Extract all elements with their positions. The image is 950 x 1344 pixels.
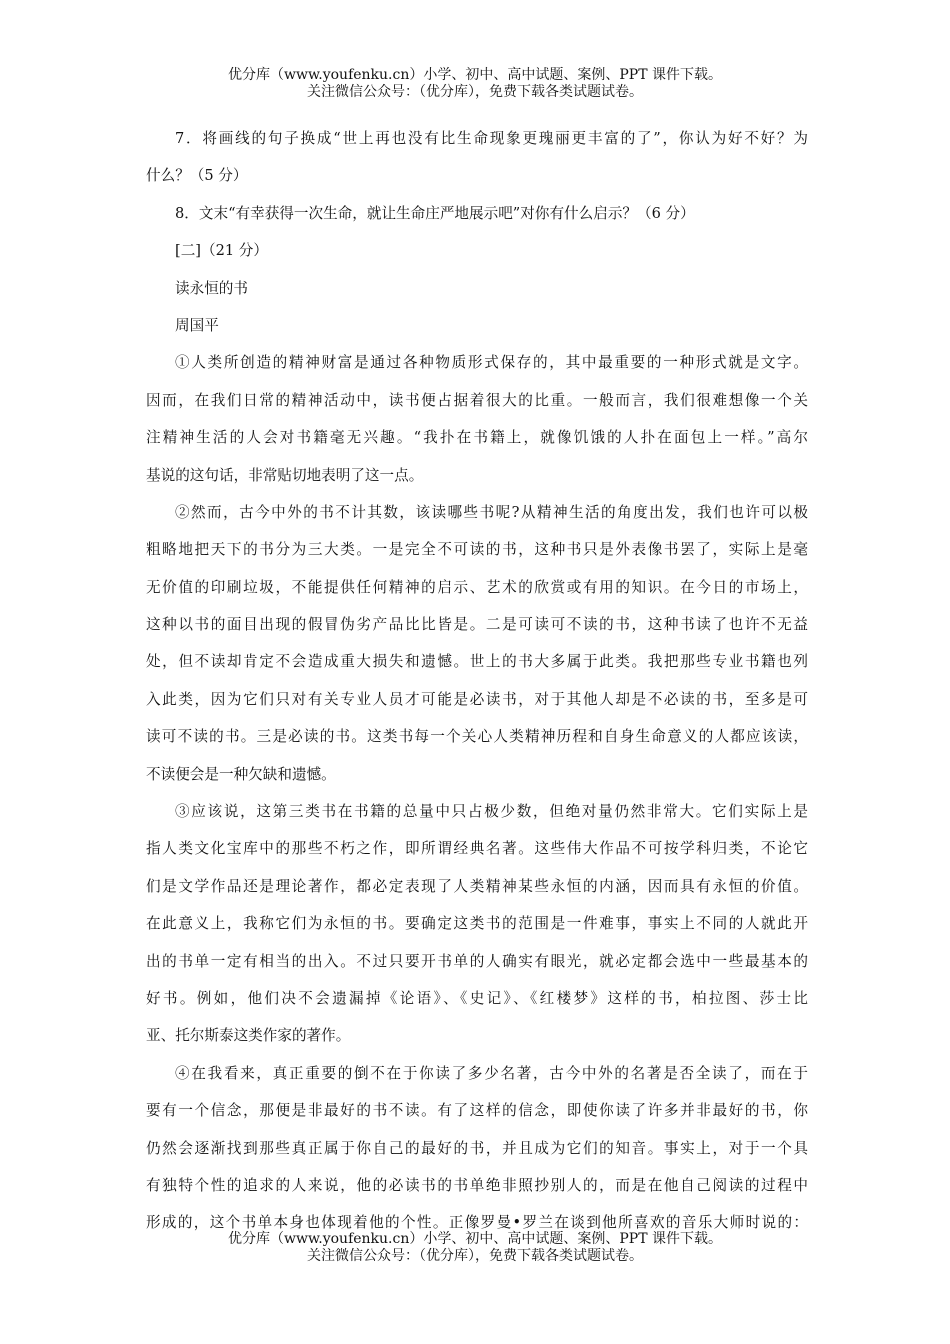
document-body	[146, 120, 808, 1242]
header-line-1: 优分库（www.youfenku.cn）小学、初中、高中试题、案例、PPT 课件下载。	[227, 67, 722, 83]
paragraph-line: 注精神生活的人会对书籍毫无兴趣。“我扑在书籍上，就像饥饿的人扑在面包上一样。”高尔	[146, 429, 808, 447]
paragraph-line: 亚、托尔斯泰这类作家的著作。	[146, 1027, 351, 1045]
paragraph-line: ③应该说，这第三类书在书籍的总量中只占极少数，但绝对量仍然非常大。它们实际上是	[175, 803, 808, 821]
paragraph-line: ②然而，古今中外的书不计其数，该读哪些书呢?从精神生活的角度出发，我们也许可以极	[175, 503, 808, 521]
paragraph-4	[146, 1055, 808, 1242]
paragraph-line: ④在我看来，真正重要的倒不在于你读了多少名著，古今中外的名著是否全读了，而在于	[175, 1064, 808, 1082]
paragraph-line: 好书。例如，他们决不会遗漏掉《论语》、《史记》、《红楼梦》这样的书，柏拉图、莎士比	[146, 989, 808, 1007]
paragraph-line: 处，但不读却肯定不会造成重大损失和遗憾。世上的书大多属于此类。我把那些专业书籍也列	[146, 653, 808, 671]
article-author: 周国平	[175, 316, 219, 334]
article-title: 读永恒的书	[175, 279, 248, 297]
paragraph-line: 指人类文化宝库中的那些不朽之作，即所谓经典名著。这些伟大作品不可按学科归类，不论它	[146, 840, 808, 858]
paragraph-line: 仍然会逐渐找到那些真正属于你自己的最好的书，并且成为它们的知音。事实上，对于一个具	[146, 1139, 808, 1157]
paragraph-line: 们是文学作品还是理论著作，都必定表现了人类精神某些永恒的内涵，因而具有永恒的价值。	[146, 877, 808, 895]
paragraph-line: 形成的，这个书单本身也体现着他的个性。正像罗曼•罗兰在谈到他所喜欢的音乐大师时说的：	[146, 1214, 808, 1232]
paragraph-line: 有独特个性的追求的人来说，他的必读书的书单绝非照抄别人的，而是在他自己阅读的过程中	[146, 1176, 808, 1194]
paragraph-3	[146, 793, 808, 1055]
paragraph-1	[146, 344, 808, 494]
header-line-2: 关注微信公众号：（优分库），免费下载各类试题试卷。	[307, 84, 643, 100]
question-8: 8．文末“有幸获得一次生命，就让生命庄严地展示吧”对你有什么启示？（6 分）	[175, 204, 695, 222]
section-2-heading: [二]（21 分）	[175, 242, 268, 260]
paragraph-line: 读可不读的书。三是必读的书。这类书每一个关心人类精神历程和自身生命意义的人都应该读，	[146, 728, 808, 746]
footer-line-2: 关注微信公众号：（优分库），免费下载各类试题试卷。	[307, 1248, 643, 1264]
paragraph-line: ①人类所创造的精神财富是通过各种物质形式保存的，其中最重要的一种形式就是文字。	[175, 354, 808, 372]
paragraph-line: 要有一个信念，那便是非最好的书不读。有了这样的信念，即使你读了许多并非最好的书，你	[146, 1102, 808, 1120]
paragraph-line: 基说的这句话，非常贴切地表明了这一点。	[146, 466, 424, 484]
paragraph-line: 不读便会是一种欠缺和遗憾。	[146, 765, 336, 783]
question-7-line-1: 7．将画线的句子换成“世上再也没有比生命现象更瑰丽更丰富的了”，你认为好不好？为	[175, 130, 808, 147]
paragraph-line: 出的书单一定有相当的出入。不过只要开书单的人确实有眼光，就必定都会选中一些最基本的	[146, 952, 808, 970]
question-7-line-2: 什么？（5 分）	[146, 167, 248, 185]
page-header	[0, 67, 950, 101]
paragraph-line: 无价值的印刷垃圾，不能提供任何精神的启示、艺术的欣赏或有用的知识。在今日的市场上，	[146, 578, 808, 596]
paragraph-line: 入此类，因为它们只对有关专业人员才可能是必读书，对于其他人却是不必读的书，至多是可	[146, 690, 808, 708]
paragraph-line: 因而，在我们日常的精神活动中，读书便占据着很大的比重。一般而言，我们很难想像一个关	[146, 391, 808, 409]
paragraph-line: 在此意义上，我称它们为永恒的书。要确定这类书的范围是一件难事，事实上不同的人就此开	[146, 915, 808, 933]
page-footer	[0, 1231, 950, 1265]
footer-line-1: 优分库（www.youfenku.cn）小学、初中、高中试题、案例、PPT 课件下载。	[227, 1231, 722, 1247]
paragraph-line: 粗略地把天下的书分为三大类。一是完全不可读的书，这种书只是外表像书罢了，实际上是毫	[146, 541, 808, 559]
paragraph-line: 这种以书的面目出现的假冒伪劣产品比比皆是。二是可读可不读的书，这种书读了也许不无益	[146, 616, 808, 634]
paragraph-2	[146, 494, 808, 793]
